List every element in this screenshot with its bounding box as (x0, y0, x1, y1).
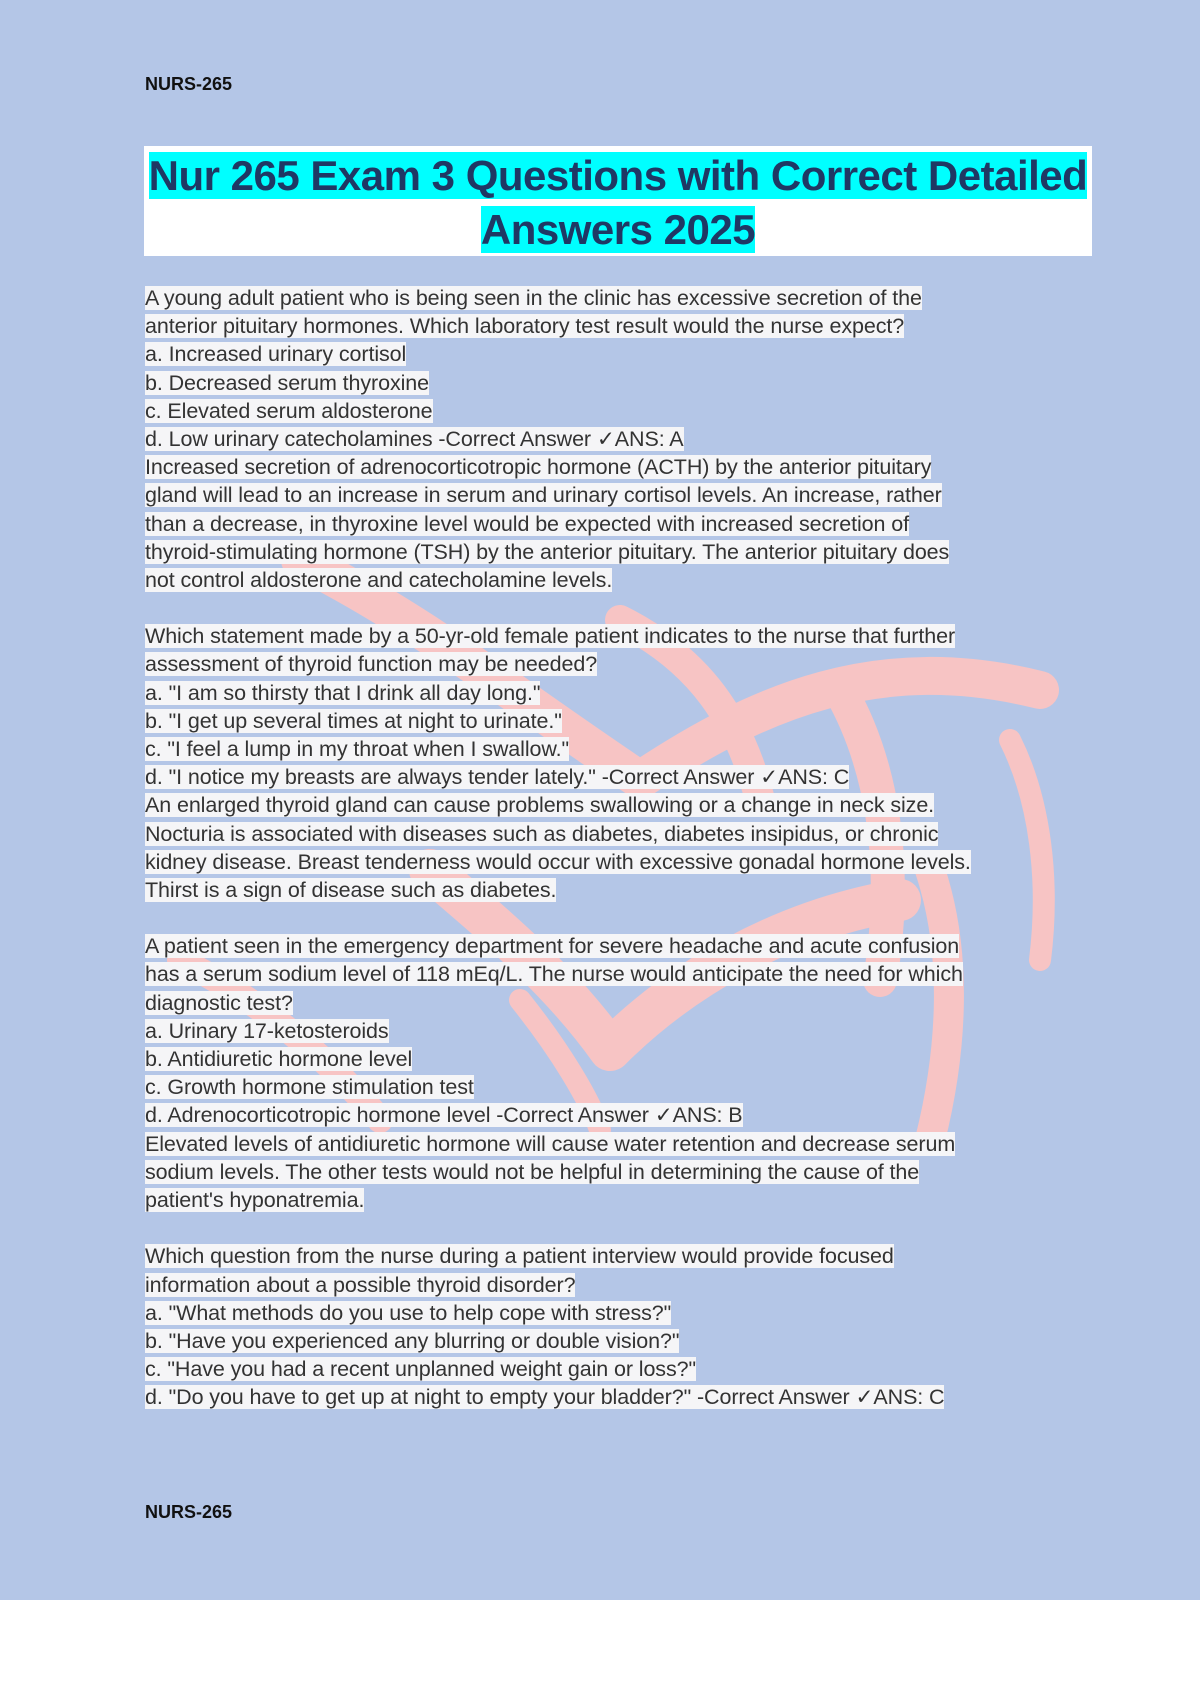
question-text: kidney disease. Breast tenderness would occur with excessive gonadal hormone levels. (145, 849, 971, 874)
question-text: gland will lead to an increase in serum and urinary cortisol levels. An increase, rather (145, 483, 942, 508)
footer-course-code: NURS-265 (145, 1502, 233, 1522)
question-text: Which statement made by a 50-yr-old female patient indicates to the nurse that further (145, 624, 956, 649)
question-text: b. "I get up several times at night to urinate." (145, 708, 562, 733)
question-text-line (145, 397, 1090, 425)
question-text-line (145, 1355, 1090, 1383)
title-line-1: Nur 265 Exam 3 Questions with Correct Detailed (148, 152, 1088, 199)
question-text-line (145, 1242, 1090, 1270)
question-block (145, 622, 1090, 904)
question-text: Elevated levels of antidiuretic hormone will cause water retention and decrease serum (145, 1131, 956, 1156)
question-text-line (145, 1383, 1090, 1411)
question-text-line (145, 1186, 1090, 1214)
question-text-line (145, 820, 1090, 848)
title-line-2: Answers 2025 (480, 206, 756, 253)
question-text: Nocturia is associated with diseases such as diabetes, diabetes insipidus, or chronic (145, 821, 939, 846)
question-text-line (145, 876, 1090, 904)
question-text: a. "I am so thirsty that I drink all day long." (145, 680, 541, 705)
question-text: b. Decreased serum thyroxine (145, 370, 429, 395)
question-text: than a decrease, in thyroxine level would be expected with increased secretion of (145, 511, 909, 536)
question-text: diagnostic test? (145, 990, 293, 1015)
title-box (144, 146, 1092, 256)
question-block (145, 1242, 1090, 1411)
question-text: c. "I feel a lump in my throat when I swallow." (145, 737, 570, 762)
question-text-line (145, 679, 1090, 707)
question-text-line (145, 989, 1090, 1017)
question-text-line (145, 425, 1090, 453)
question-text-line (145, 1101, 1090, 1129)
question-text: sodium levels. The other tests would not be helpful in determining the cause of the (145, 1159, 920, 1184)
header-course-code: NURS-265 (145, 74, 233, 94)
question-text-line (145, 538, 1090, 566)
question-block (145, 284, 1090, 594)
question-text: anterior pituitary hormones. Which laboratory test result would the nurse expect? (145, 314, 905, 339)
question-text: d. "I notice my breasts are always tender lately." -Correct Answer ✓ANS: C (145, 765, 850, 790)
question-block (145, 932, 1090, 1214)
question-text: Thirst is a sign of disease such as diabetes. (145, 878, 557, 903)
question-text: not control aldosterone and catecholamine levels. (145, 568, 613, 593)
question-text-line (145, 369, 1090, 397)
question-text: thyroid-stimulating hormone (TSH) by the anterior pituitary. The anterior pituitary does (145, 539, 950, 564)
question-text-line (145, 312, 1090, 340)
question-text-line (145, 1327, 1090, 1355)
question-text: information about a possible thyroid disorder? (145, 1272, 576, 1297)
question-text-line (145, 650, 1090, 678)
question-text: Increased secretion of adrenocorticotropic hormone (ACTH) by the anterior pituitary (145, 455, 932, 480)
question-text-line (145, 791, 1090, 819)
question-text-line (145, 960, 1090, 988)
question-text-line (145, 1130, 1090, 1158)
question-text: c. Growth hormone stimulation test (145, 1075, 474, 1100)
question-text: Which question from the nurse during a patient interview would provide focused (145, 1244, 894, 1269)
question-text: patient's hyponatremia. (145, 1188, 365, 1213)
question-text: c. "Have you had a recent unplanned weight gain or loss?" (145, 1357, 697, 1382)
question-list (145, 284, 1090, 1440)
question-text-line (145, 1299, 1090, 1327)
question-text-line (145, 510, 1090, 538)
page-title (144, 146, 1092, 257)
question-text: c. Elevated serum aldosterone (145, 398, 433, 423)
question-text: A young adult patient who is being seen in the clinic has excessive secretion of the (145, 286, 922, 310)
question-text: An enlarged thyroid gland can cause problems swallowing or a change in neck size. (145, 793, 935, 818)
question-text: a. Urinary 17-ketosteroids (145, 1018, 389, 1043)
question-text-line (145, 1017, 1090, 1045)
question-text-line (145, 1158, 1090, 1186)
question-text-line (145, 763, 1090, 791)
question-text-line (145, 707, 1090, 735)
question-text: d. "Do you have to get up at night to empty your bladder?" -Correct Answer ✓ANS: C (145, 1385, 945, 1410)
question-text-line (145, 1045, 1090, 1073)
question-text: A patient seen in the emergency department for severe headache and acute confusion (145, 934, 960, 959)
question-text: b. Antidiuretic hormone level (145, 1047, 413, 1072)
question-text-line (145, 453, 1090, 481)
question-text-line (145, 481, 1090, 509)
question-text-line (145, 735, 1090, 763)
question-text: d. Low urinary catecholamines -Correct Answer ✓ANS: A (145, 427, 684, 452)
question-text: a. Increased urinary cortisol (145, 342, 407, 367)
question-text: assessment of thyroid function may be needed? (145, 652, 598, 677)
question-text-line (145, 1073, 1090, 1101)
question-text-line (145, 848, 1090, 876)
question-text-line (145, 566, 1090, 594)
question-text-line (145, 622, 1090, 650)
question-text: d. Adrenocorticotropic hormone level -Correct Answer ✓ANS: B (145, 1103, 743, 1128)
question-text: a. "What methods do you use to help cope with stress?" (145, 1300, 672, 1325)
question-text-line (145, 284, 1090, 312)
question-text-line (145, 1271, 1090, 1299)
question-text: has a serum sodium level of 118 mEq/L. The nurse would anticipate the need for which (145, 962, 963, 987)
question-text: b. "Have you experienced any blurring or double vision?" (145, 1328, 680, 1353)
question-text-line (145, 932, 1090, 960)
question-text-line (145, 340, 1090, 368)
